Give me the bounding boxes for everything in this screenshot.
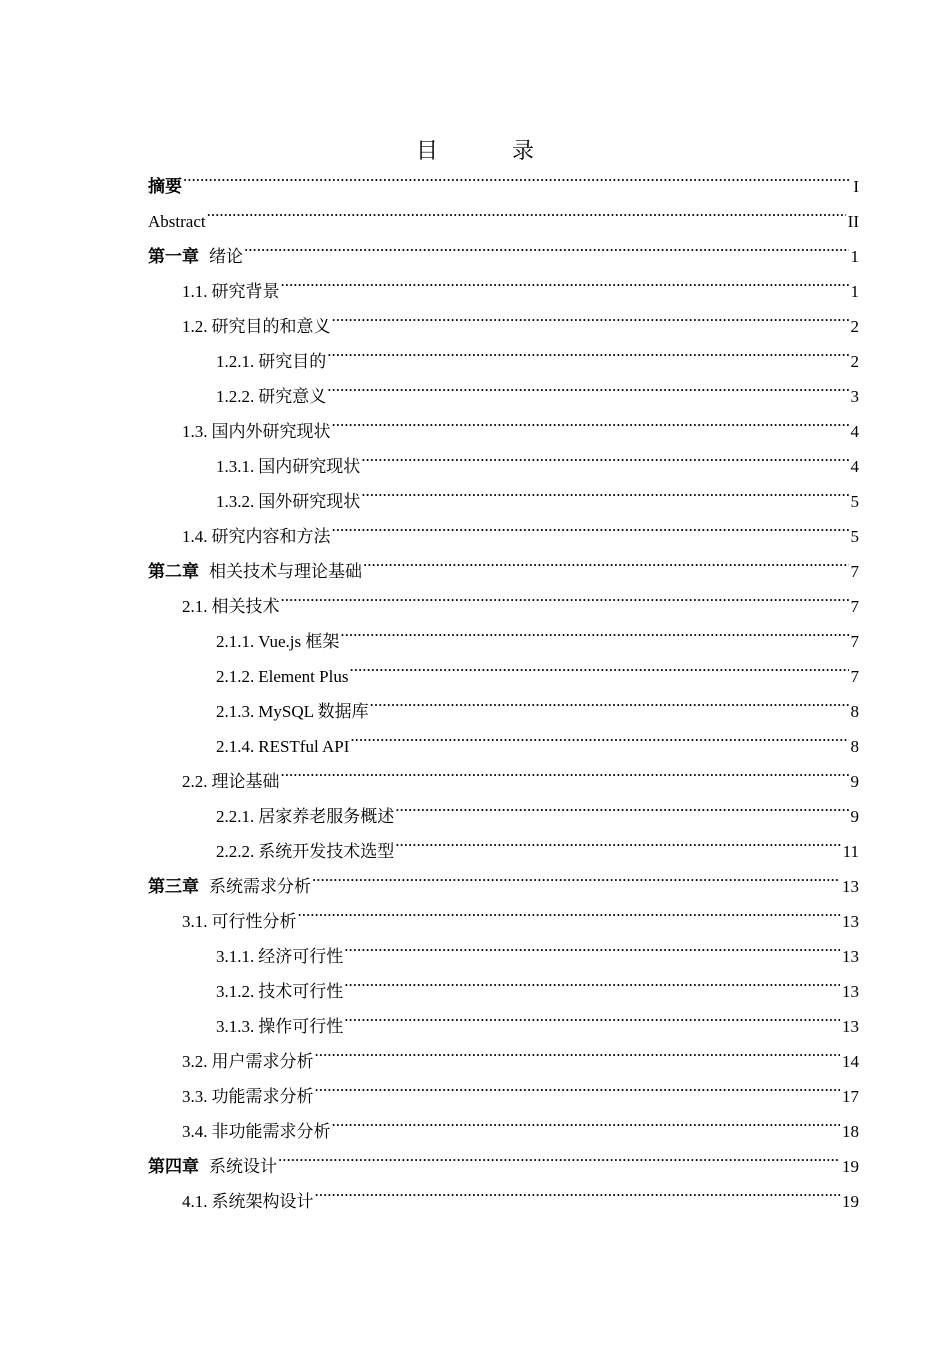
dot-leader [315,1032,841,1067]
toc-entry-label: 理论基础 [211,772,280,791]
dot-leader [298,892,841,927]
page-number: 13 [842,1017,859,1036]
page-number: 8 [850,737,859,756]
section-number: 3.1.2. [216,982,255,1001]
page-number: 13 [842,982,859,1001]
dot-leader [281,577,849,612]
section-number: 1.2.1. [216,352,255,371]
page-number: II [847,212,859,231]
section-number: 2.1. [182,597,208,616]
page-number: 1 [850,282,859,301]
toc-entry-label: Element Plus [258,667,349,686]
section-number: 1.2. [182,317,208,336]
toc-entry-label: 相关技术 [211,597,280,616]
toc-entry-label: 系统需求分析 [209,877,311,896]
toc-entry-label: 可行性分析 [211,912,297,931]
dot-leader [312,857,840,892]
dot-leader [350,717,848,752]
toc-entry[interactable] [148,472,859,511]
toc-entry[interactable] [148,262,859,301]
page-number: 13 [842,877,859,896]
page-number: 8 [850,702,859,721]
section-number: 2.1.1. [216,632,255,651]
page-number: 18 [842,1122,859,1141]
toc-entry-label: 经济可行性 [258,947,344,966]
chapter-number: 第一章 [148,247,199,266]
dot-leader [344,962,840,997]
page-number: 9 [850,772,859,791]
dot-leader [315,1067,841,1102]
page-number: 2 [850,317,859,336]
toc-entry-label: 研究目的 [258,352,327,371]
section-number: 2.1.3. [216,702,255,721]
toc-entry[interactable] [148,157,859,196]
toc-entry[interactable] [148,717,859,756]
toc-entry[interactable] [148,682,859,721]
page-number: 19 [842,1157,859,1176]
dot-leader [332,402,849,437]
toc-entry-label: MySQL 数据库 [258,702,369,721]
toc-entry[interactable] [148,647,859,686]
section-number: 1.4. [182,527,208,546]
page-number: 7 [850,562,859,581]
toc-entry-label: 操作可行性 [258,1017,344,1036]
section-number: 3.3. [182,1087,208,1106]
toc-entry-label: 研究背景 [211,282,280,301]
chapter-number: 第二章 [148,562,199,581]
section-number: 3.4. [182,1122,208,1141]
section-number: 3.1. [182,912,208,931]
page-number: 14 [842,1052,859,1071]
section-number: 2.1.2. [216,667,255,686]
toc-entry-label: 系统架构设计 [211,1192,314,1211]
toc-entry[interactable] [148,402,859,441]
section-number: 2.1.4. [216,737,255,756]
toc-entry[interactable] [148,857,859,896]
dot-leader [361,437,848,472]
page-number: 11 [842,842,859,861]
page-number: 1 [850,247,859,266]
toc-title: 目 录 [415,138,560,163]
toc-entry-label: 相关技术与理论基础 [209,562,362,581]
section-number: 1.3.1. [216,457,255,476]
dot-leader [183,157,851,192]
toc-entry[interactable] [148,962,859,1001]
page-number: 5 [850,492,859,511]
dot-leader [281,262,849,297]
section-number: 1.3.2. [216,492,255,511]
table-of-contents [148,157,859,1211]
dot-leader [332,297,849,332]
toc-entry-label: 研究意义 [258,387,327,406]
dot-leader [244,227,849,262]
dot-leader [332,507,849,542]
toc-entry[interactable] [148,227,859,266]
toc-entry-label: 摘要 [148,177,182,196]
section-number: 1.2.2. [216,387,255,406]
toc-entry-label: 系统设计 [209,1157,277,1176]
toc-entry-label: 功能需求分析 [211,1087,314,1106]
toc-entry[interactable] [148,1032,859,1071]
page-number: 2 [850,352,859,371]
chapter-number: 第三章 [148,877,199,896]
dot-leader [344,997,840,1032]
toc-entry-label: RESTful API [258,737,350,756]
page-number: 19 [842,1192,859,1211]
toc-entry-label: 居家养老服务概述 [258,807,395,826]
page-number: 4 [850,457,859,476]
toc-entry-label: 国内外研究现状 [211,422,331,441]
dot-leader [281,752,849,787]
dot-leader [327,332,848,367]
page-number: 13 [842,947,859,966]
toc-entry[interactable] [148,822,859,861]
dot-leader [278,1137,840,1172]
dot-leader [361,472,848,507]
page-number: 13 [842,912,859,931]
page-number: I [853,177,859,196]
dot-leader [340,612,848,647]
chapter-number: 第四章 [148,1157,199,1176]
toc-entry-label: 国外研究现状 [258,492,361,511]
toc-entry-label: 绪论 [209,247,243,266]
dot-leader [370,682,849,717]
toc-entry[interactable] [148,997,859,1036]
dot-leader [315,1172,841,1207]
section-number: 3.1.3. [216,1017,255,1036]
toc-entry-label: 研究目的和意义 [211,317,331,336]
toc-entry-label: 研究内容和方法 [211,527,331,546]
toc-entry-label: Abstract [148,212,206,231]
page-number: 4 [850,422,859,441]
page-number: 7 [850,667,859,686]
dot-leader [327,367,848,402]
page-number: 9 [850,807,859,826]
toc-entry[interactable] [148,507,859,546]
dot-leader [332,1102,841,1137]
toc-entry-label: Vue.js 框架 [258,632,340,651]
dot-leader [207,192,846,227]
dot-leader [363,542,849,577]
dot-leader [395,787,848,822]
toc-entry-label: 系统开发技术选型 [258,842,395,861]
section-number: 3.1.1. [216,947,255,966]
dot-leader [349,647,848,682]
page-number: 7 [850,632,859,651]
toc-entry[interactable] [148,192,859,231]
page-number: 3 [850,387,859,406]
section-number: 1.3. [182,422,208,441]
toc-entry[interactable] [148,367,859,406]
section-number: 4.1. [182,1192,208,1211]
toc-entry-label: 技术可行性 [258,982,344,1001]
section-number: 2.2. [182,772,208,791]
section-number: 2.2.2. [216,842,255,861]
section-number: 3.2. [182,1052,208,1071]
section-number: 2.2.1. [216,807,255,826]
toc-entry[interactable] [148,752,859,791]
page-number: 17 [842,1087,859,1106]
toc-entry-label: 用户需求分析 [211,1052,314,1071]
dot-leader [344,927,840,962]
toc-entry-label: 非功能需求分析 [211,1122,331,1141]
toc-entry-label: 国内研究现状 [258,457,361,476]
page-number: 7 [850,597,859,616]
dot-leader [395,822,840,857]
page-number: 5 [850,527,859,546]
section-number: 1.1. [182,282,208,301]
